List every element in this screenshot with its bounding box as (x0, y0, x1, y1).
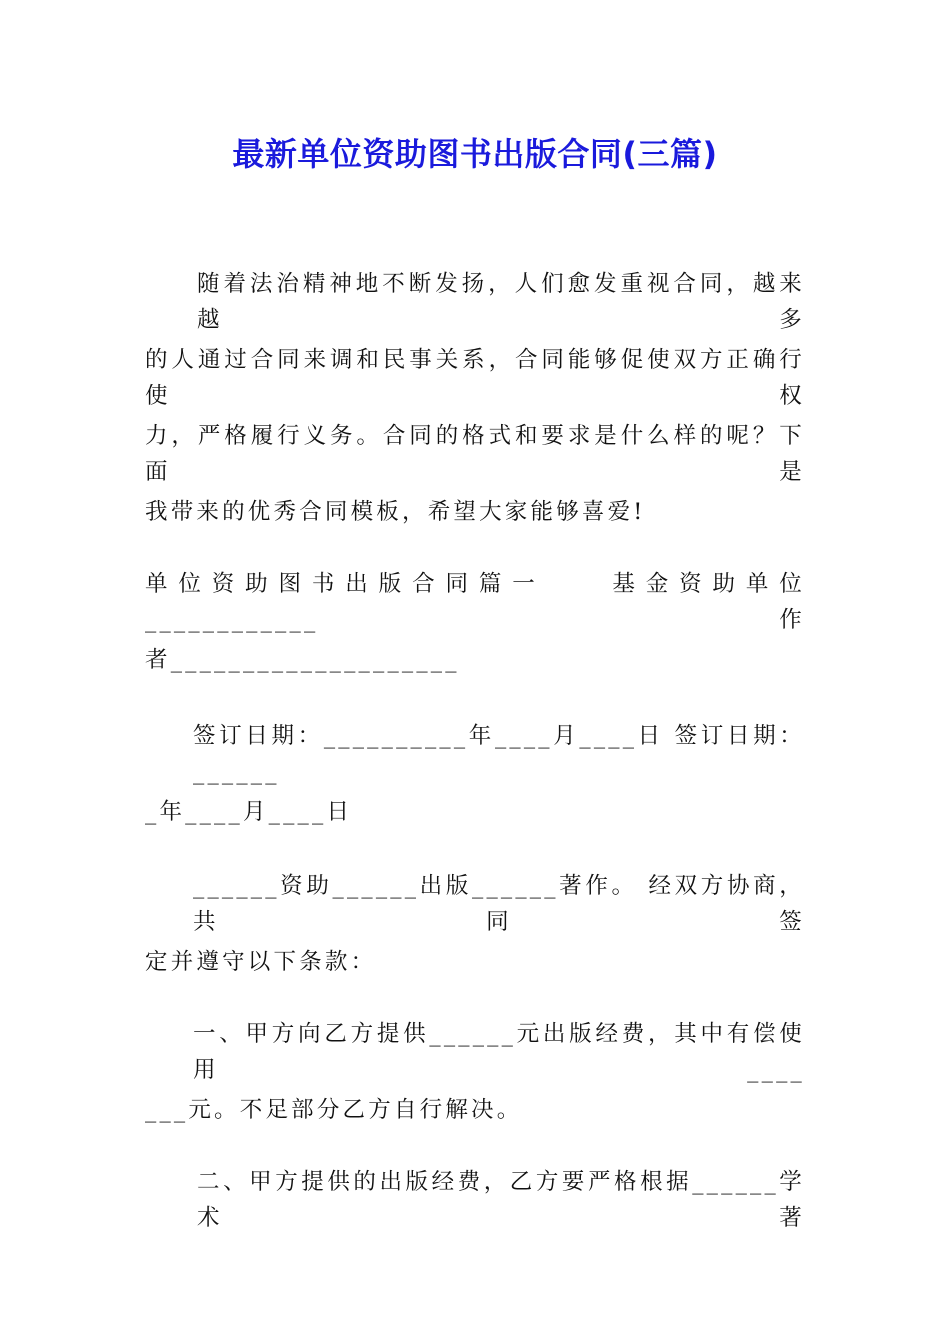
signing-date-line: 签订日期：__________年____月____日 签订日期：______ (193, 723, 805, 785)
clause-line: 一、甲方向乙方提供______元出版经费，其中有偿使用____ (193, 1021, 805, 1083)
clause-line: 二、甲方提供的出版经费，乙方要严格根据______学术著 (197, 1169, 805, 1231)
paragraph-line: 随着法治精神地不断发扬，人们愈发重视合同，越来越多 (197, 271, 805, 333)
clause-line: ___元。不足部分乙方自行解决。 (145, 1097, 523, 1123)
document-title: 最新单位资助图书出版合同(三篇) (232, 135, 718, 173)
paragraph-line: 我带来的优秀合同模板，希望大家能够喜爱! (145, 499, 646, 525)
paragraph-line: ______资助______出版______著作。 经双方协商，共同签 (193, 873, 805, 935)
section-heading-line: 单位资助图书出版合同篇一 基金资助单位____________ 作 (145, 571, 805, 633)
paragraph-line: 者____________________ (145, 647, 460, 673)
paragraph-line: 定并遵守以下条款： (145, 949, 377, 975)
paragraph-line: 的人通过合同来调和民事关系，合同能够促使双方正确行使权 (145, 347, 805, 409)
signing-date-line: _年____月____日 (145, 799, 353, 825)
paragraph-line: 力，严格履行义务。合同的格式和要求是什么样的呢？下面是 (145, 423, 805, 485)
